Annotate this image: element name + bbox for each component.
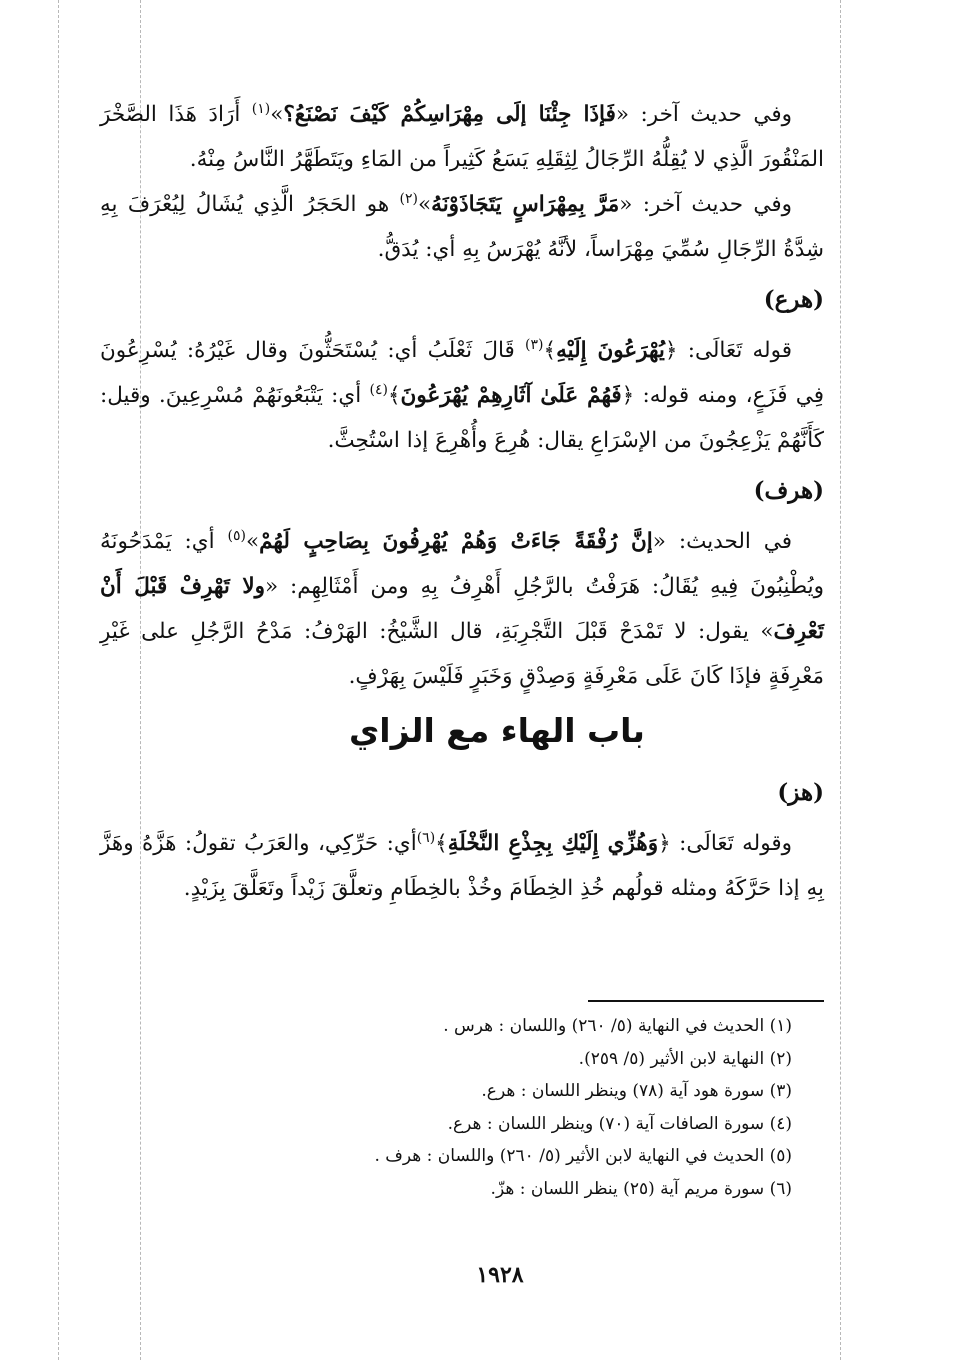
paragraph-mihras-2: وفي حديث آخر: «مَرَّ بِمِهْرَاسٍ يَتَجَاذَوْنَهُ»$^{(٢)}$ هو الحَجَرُ الَّذِي يُشَالُ لِيُعْرَفَ بِهِ شِدَّةُ الرِّجَالِ سُمِّيَ مِهْرَاساً، لأنَّهُ يُهْرَسُ بِهِ أي: يُدَقُّ.	[100, 190, 824, 262]
footnote-5: (٥) الحديث في النهاية لابن الأثير (٥/ ٢٦٠) واللسان : هرف .	[374, 1146, 792, 1166]
footnote-ref-6[interactable]: (٦)	[416, 829, 436, 846]
page-number: ١٩٢٨	[476, 1262, 524, 1288]
footnote-6: (٦) سورة مريم آية (٢٥) ينظر اللسان : هزّ.	[490, 1178, 792, 1199]
paragraph-harf: في الحديث: «إنَّ رُفْقَةً جَاءَتْ وَهُمْ يُهْرِفُونَ بِصَاحِبٍ لَهُمْ»$^{(٥)}$ أي: يَمْدَحُونَهُ ويُطْنِبُونَ فِيهِ يُقَالُ: هَرَفْتُ بالرَّجُلِ أَهْرِفُ بِهِ ومن أَمْثَالِهِم: «ولا تَهْرِفْ قَبْلَ أَنْ تَعْرِفَ» يقول: لا تَمْدَحْ قَبْلَ التَّجْرِبَةِ، قال الشَّيْخُ: الهَرْفُ: مَدْحُ الرَّجُلِ على غَيْرِ مَعْرِفَةٍ فإذَا كَانَ عَلَى مَعْرِفَةٍ وَصِدْقٍ وَخَبَرٍ فَلَيْسَ بِهَرْفٍ.	[100, 527, 824, 689]
footnote-ref-2[interactable]: (٢)	[399, 190, 419, 207]
footnote-ref-1[interactable]: (١)	[251, 100, 271, 117]
footnote-2: (٢) النهاية لابن الأثير (٥/ ٢٥٩).	[578, 1048, 792, 1069]
footnote-ref-5[interactable]: (٥)	[227, 527, 246, 544]
footnotes	[280, 1010, 792, 1205]
footnote-4: (٤) سورة الصافات آية (٧٠) وينظر اللسان : هرع.	[447, 1113, 792, 1134]
footnote-ref-3[interactable]: (٣)	[524, 336, 544, 353]
entry-heading-hazz: (هز)	[777, 779, 824, 806]
hadith-quote: فَإذَا جِئْنَا إلَى مِهْرَاسِكُمْ كَيْفَ نَصْنَعُ؟	[283, 102, 616, 127]
footnote-3: (٣) سورة هود آية (٧٨) وينظر اللسان : هرع.	[481, 1081, 792, 1101]
hadith-quote: مَرَّ بِمِهْرَاسٍ يَتَجَاذَوْنَهُ	[431, 192, 620, 217]
footnote-separator	[588, 1000, 824, 1002]
footnote-ref-4[interactable]: (٤)	[369, 381, 388, 398]
scan-guide-right	[840, 0, 841, 1360]
footnote-1: (١) الحديث في النهاية (٥/ ٢٦٠) واللسان : هرس .	[443, 1016, 792, 1036]
quran-quote: يُهْرَعُونَ إِلَيْهِ	[556, 338, 665, 363]
entry-heading-hara: (هرع)	[763, 286, 824, 313]
proverb-quote: ولا تَهْرِفْ قَبْلَ أَنْ تَعْرِفَ	[100, 574, 824, 644]
page-body	[100, 92, 824, 911]
paragraph-hazz: وقوله تَعَالَى: ﴿وَهُزِّي إِلَيْكِ بِجِذْعِ النَّخْلَةِ﴾$^{(٦)}$أي: حَرِّكِي، والعَرَبُ تقولُ: هَزَّهُ وهَزَّ بِهِ إذا حَرَّكَهُ ومثله قولُهم خُذِ الخِطَامَ وخُذْ بالخِطَامِ وتعلَّقَ زَيْداً وتَعَلَّقَ بِزَيْدٍ.	[100, 829, 824, 901]
chapter-title: باب الهاء مع الزاي	[349, 711, 645, 750]
scan-guide-left	[58, 0, 59, 1360]
paragraph-hara: قوله تَعَالَى: ﴿يُهْرَعُونَ إِلَيْهِ﴾$^{(٣)}$ قَالَ ثَعْلَبُ أي: يُسْتَحَثُّونَ وقال غَيْرُهُ: يُسْرِعُونَ فِي فَزَعٍ، ومنه قوله: ﴿فَهُمْ عَلَىٰ آثَارِهِمْ يُهْرَعُونَ﴾$^{(٤)}$ أي: يَتْبَعُونَهُمْ مُسْرِعِينَ. وقيل: كَأَنَّهُمْ يَزْعِجُونَ من الإسْرَاعِ يقال: هُرِعَ وأُهْرِعَ إذا اسْتُحِثَّ.	[100, 336, 824, 453]
paragraph-mihras-1: وفي حديث آخر: «فَإذَا جِئْنَا إلَى مِهْرَاسِكُمْ كَيْفَ نَصْنَعُ؟»$^{(١)}$ أَرَادَ هَذَا الصَّخْرَ المَنْقُورَ الَّذِي لا يُقِلُّهُ الرِّجَالُ لِثِقَلِهِ يَسَعُ كَثِيراً من المَاءِ ويَتَطَهَّرُ النَّاسُ مِنْهُ.	[100, 100, 824, 172]
quran-quote: فَهُمْ عَلَىٰ آثَارِهِمْ يُهْرَعُونَ	[400, 383, 622, 408]
hadith-quote: إنَّ رُفْقَةً جَاءَتْ وَهُمْ يُهْرِفُونَ بِصَاحِبٍ لَهُمْ	[259, 529, 653, 554]
quran-quote: وَهُزِّي إِلَيْكِ بِجِذْعِ النَّخْلَةِ	[447, 831, 659, 856]
entry-heading-harf: (هرف)	[753, 477, 824, 504]
